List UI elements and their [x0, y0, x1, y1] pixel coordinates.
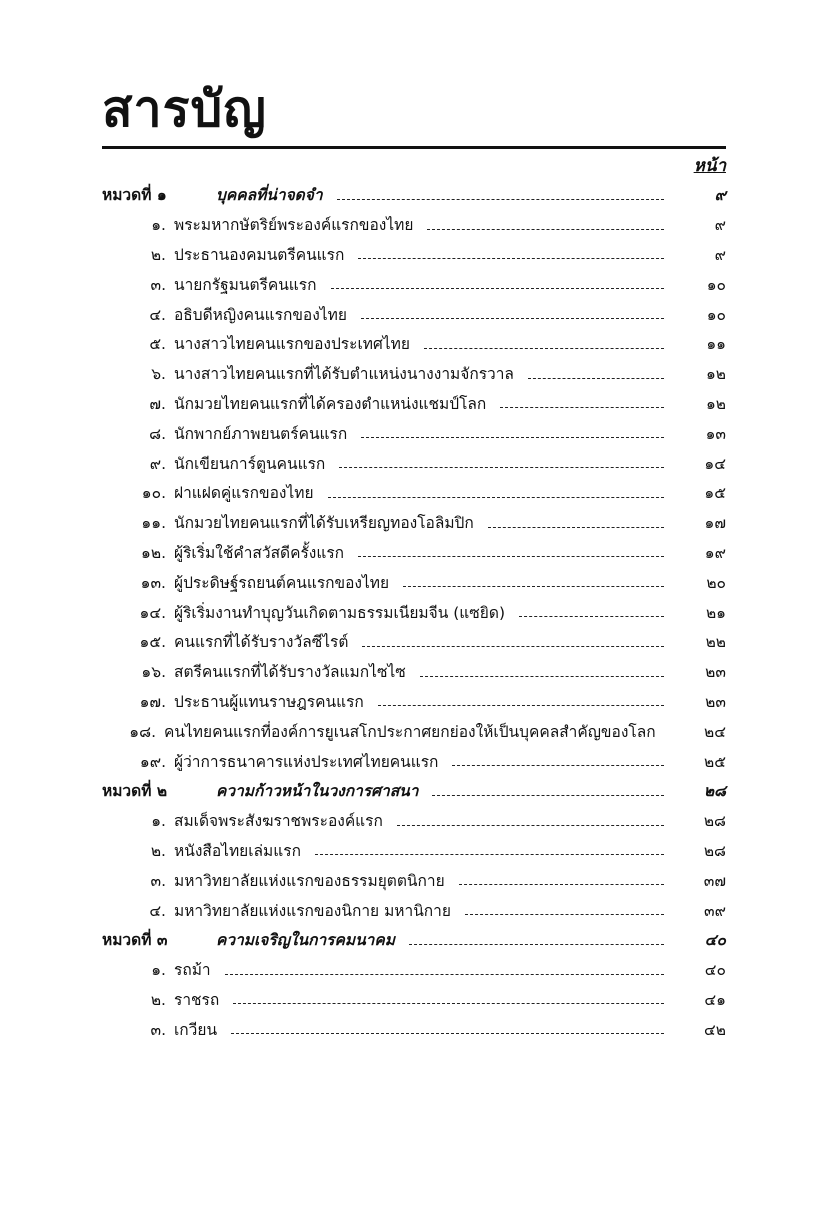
entry-title: สตรีคนแรกที่ได้รับรางวัลแมกไซไซ [174, 663, 406, 682]
toc-entry[interactable] [102, 448, 726, 478]
entry-number: ๒. [150, 841, 166, 860]
page-number: ๒๒ [705, 633, 726, 652]
dotted-leader [488, 526, 664, 528]
entry-title: ประธานองคมนตรีคนแรก [174, 245, 345, 264]
page-number: ๑๒ [705, 394, 726, 413]
dotted-leader [424, 347, 664, 349]
entry-title: คนไทยคนแรกที่องค์การยูเนสโกประกาศยกย่องให้เป็นบุคคลสำคัญของโลก [164, 722, 656, 741]
page-number: ๑๓ [705, 424, 726, 443]
page-number: ๑๔ [704, 454, 726, 473]
entry-number: ๑๖. [141, 663, 166, 682]
dotted-leader [339, 466, 664, 468]
entry-number: ๑๘. [129, 722, 157, 741]
entry-title: ประธานผู้แทนราษฎรคนแรก [174, 692, 364, 711]
dotted-leader [225, 973, 664, 975]
entry-number: ๑๙. [139, 752, 166, 771]
page-number: ๔๐ [704, 961, 726, 980]
dotted-leader [233, 1002, 664, 1004]
entry-title: ผู้ประดิษฐ์รถยนต์คนแรกของไทย [174, 573, 390, 592]
entry-title: นักพากย์ภาพยนตร์คนแรก [174, 424, 348, 443]
page-number: ๔๒ [704, 1020, 726, 1039]
toc-entry[interactable] [102, 657, 726, 687]
dotted-leader [358, 555, 664, 557]
entry-title: ฝาแฝดคู่แรกของไทย [174, 484, 314, 503]
toc-entry[interactable] [102, 359, 726, 389]
dotted-leader [452, 764, 664, 766]
dotted-leader [231, 1032, 664, 1034]
dotted-leader [465, 913, 664, 915]
entry-number: ๑. [151, 812, 166, 831]
entry-number: ๒. [150, 990, 166, 1009]
page-number: ๑๕ [704, 484, 726, 503]
dotted-leader [432, 794, 664, 796]
toc-entry[interactable] [102, 865, 726, 895]
page-number: ๙ [714, 186, 726, 205]
entry-title: มหาวิทยาลัยแห่งแรกของธรรมยุตตนิกาย [174, 871, 445, 890]
entry-number: ๔. [149, 901, 166, 920]
toc-entry[interactable] [102, 597, 726, 627]
toc-entry[interactable] [102, 508, 726, 538]
page-number: ๔๑ [704, 990, 726, 1009]
dotted-leader [315, 853, 664, 855]
page-number: ๒๘ [703, 812, 726, 831]
dotted-leader [361, 317, 664, 319]
dotted-leader [331, 287, 664, 289]
entry-number: ๗. [149, 394, 166, 413]
entry-title: สมเด็จพระสังฆราชพระองค์แรก [174, 812, 383, 831]
entry-number: ๑๗. [139, 692, 166, 711]
dotted-leader [358, 257, 664, 259]
entry-number: ๑๕. [139, 633, 166, 652]
dotted-leader [397, 824, 664, 826]
page-number: ๙ [714, 245, 726, 264]
toc-entry[interactable] [102, 955, 726, 985]
toc-entry[interactable] [102, 210, 726, 240]
entry-title: พระมหากษัตริย์พระองค์แรกของไทย [174, 216, 414, 235]
entry-title: อธิบดีหญิงคนแรกของไทย [174, 305, 347, 324]
page-number: ๒๓ [705, 692, 726, 711]
chapter-title: ความเจริญในการคมนาคม [216, 931, 395, 950]
toc-entry[interactable] [102, 478, 726, 508]
toc-entry[interactable] [102, 836, 726, 866]
page-number: ๑๐ [706, 275, 726, 294]
entry-number: ๒. [150, 245, 166, 264]
chapter-number: หมวดที่ ๑ [102, 186, 167, 205]
toc-entry[interactable] [102, 299, 726, 329]
dotted-leader [361, 436, 664, 438]
title-divider [102, 146, 726, 149]
page-number: ๓๙ [704, 901, 726, 920]
chapter-number: หมวดที่ ๒ [102, 782, 168, 801]
dotted-leader [362, 645, 664, 647]
entry-title: ผู้ว่าการธนาคารแห่งประเทศไทยคนแรก [174, 752, 439, 771]
entry-title: ผู้ริเริ่มใช้คำสวัสดีครั้งแรก [174, 543, 345, 562]
chapter-title: ความก้าวหน้าในวงการศาสนา [216, 782, 419, 801]
entry-number: ๑. [151, 961, 166, 980]
dotted-leader [519, 615, 664, 617]
chapter-heading[interactable] [102, 925, 726, 955]
entry-title: นายกรัฐมนตรีคนแรก [174, 275, 317, 294]
page-number: ๒๘ [703, 782, 726, 801]
toc-entry[interactable] [102, 1014, 726, 1044]
entry-number: ๖. [151, 365, 166, 384]
toc-entry[interactable] [102, 746, 726, 776]
entry-title: นางสาวไทยคนแรกของประเทศไทย [174, 335, 410, 354]
page-number: ๑๑ [706, 335, 726, 354]
entry-number: ๑๑. [141, 514, 166, 533]
dotted-leader [528, 377, 664, 379]
toc-entry[interactable] [102, 329, 726, 359]
entry-number: ๑๐. [141, 484, 166, 503]
dotted-leader [378, 704, 664, 706]
page-number: ๑๒ [705, 365, 726, 384]
toc-entry[interactable] [102, 806, 726, 836]
entry-title: มหาวิทยาลัยแห่งแรกของนิกาย มหานิกาย [174, 901, 451, 920]
page-title: สารบัญ [102, 80, 267, 138]
toc-entry[interactable] [102, 538, 726, 568]
chapter-heading[interactable] [102, 776, 726, 806]
entry-number: ๙. [149, 454, 166, 473]
toc-entry[interactable] [102, 240, 726, 270]
toc-entry[interactable] [102, 418, 726, 448]
entry-title: นักเขียนการ์ตูนคนแรก [174, 454, 326, 473]
page-number: ๑๙ [704, 543, 726, 562]
page-number: ๔๐ [704, 931, 726, 950]
toc-entry[interactable] [102, 269, 726, 299]
dotted-leader [328, 496, 664, 498]
dotted-leader [337, 198, 664, 200]
page-number: ๒๘ [703, 841, 726, 860]
page-column-header: หน้า [693, 156, 726, 176]
chapter-heading[interactable] [102, 180, 726, 210]
dotted-leader [500, 406, 664, 408]
table-of-contents [102, 180, 726, 1044]
page-number: ๒๕ [704, 752, 726, 771]
entry-title: ราชรถ [174, 990, 220, 1009]
toc-entry[interactable] [102, 716, 726, 746]
entry-number: ๘. [149, 424, 166, 443]
toc-entry[interactable] [102, 389, 726, 419]
page-number: ๓๗ [703, 871, 726, 890]
entry-title: รถม้า [174, 961, 211, 980]
page-number: ๒๑ [705, 603, 726, 622]
entry-number: ๑๒. [141, 543, 166, 562]
entry-number: ๑๔. [139, 603, 166, 622]
entry-title: นางสาวไทยคนแรกที่ได้รับตำแหน่งนางงามจักรวาล [174, 365, 514, 384]
entry-number: ๑. [151, 216, 166, 235]
page-number: ๒๓ [705, 663, 726, 682]
entry-number: ๓. [150, 871, 166, 890]
toc-entry[interactable] [102, 687, 726, 717]
dotted-leader [427, 228, 664, 230]
entry-number: ๓. [150, 1020, 166, 1039]
entry-number: ๕. [149, 335, 166, 354]
dotted-leader [403, 585, 664, 587]
entry-title: นักมวยไทยคนแรกที่ได้ครองตำแหน่งแชมป์โลก [174, 394, 487, 413]
toc-entry[interactable] [102, 567, 726, 597]
entry-title: เกวียน [174, 1020, 218, 1039]
entry-number: ๑๓. [140, 573, 166, 592]
page-number: ๑๐ [706, 305, 726, 324]
entry-number: ๔. [149, 305, 166, 324]
entry-title: หนังสือไทยเล่มแรก [174, 841, 301, 860]
entry-title: ผู้ริเริ่มงานทำบุญวันเกิดตามธรรมเนียมจีน (แซยิด) [174, 603, 505, 622]
page-number: ๒๔ [704, 722, 726, 741]
page-number: ๑๗ [704, 514, 726, 533]
entry-title: คนแรกที่ได้รับรางวัลซีไรต์ [174, 633, 349, 652]
chapter-number: หมวดที่ ๓ [102, 931, 168, 950]
page-number: ๙ [714, 216, 726, 235]
toc-entry[interactable] [102, 985, 726, 1015]
dotted-leader [420, 675, 664, 677]
toc-entry[interactable] [102, 627, 726, 657]
chapter-title: บุคคลที่น่าจดจำ [216, 186, 323, 205]
dotted-leader [409, 943, 664, 945]
entry-number: ๓. [150, 275, 166, 294]
dotted-leader [459, 883, 664, 885]
entry-title: นักมวยไทยคนแรกที่ได้รับเหรียญทองโอลิมปิก [174, 514, 474, 533]
page-number: ๒๐ [706, 573, 726, 592]
toc-entry[interactable] [102, 895, 726, 925]
